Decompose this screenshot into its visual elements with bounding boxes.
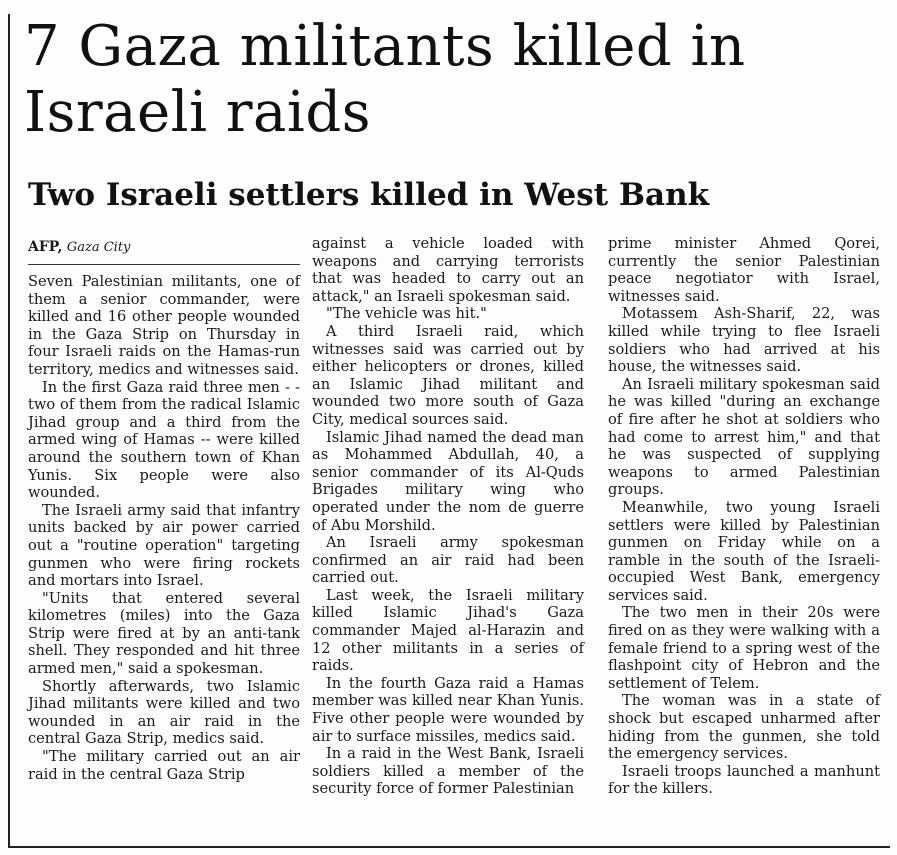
paragraph: prime minister Ahmed Qorei, currently the senior Palestinian peace negotiator with Israel, witnesses said. xyxy=(608,235,880,305)
paragraph: A third Israeli raid, which witnesses said was carried out by either helicopters or drones, killed an Islamic Jihad militant and wounded two more south of Gaza City, medical sources said. xyxy=(312,322,584,428)
paragraph: An Israeli army spokesman confirmed an air raid had been carried out. xyxy=(312,534,584,587)
paragraph: Israeli troops launched a manhunt for the killers. xyxy=(608,762,880,798)
paragraph: "The vehicle was hit." xyxy=(326,305,487,323)
paragraph: An Israeli military spokesman said he was killed "during an exchange of fire after he shot at soldiers who had come to arrest him," and that he was suspected of supplying weapons to armed Palestinian groups. xyxy=(608,375,880,499)
byline-agency: AFP, xyxy=(28,239,63,255)
article-column-3 xyxy=(608,235,880,798)
paragraph: "Units that entered several kilometres (miles) into the Gaza Strip were fired at by an anti-tank shell. They responded and hit three armed men," said a spokesman. xyxy=(28,589,300,678)
paragraph: In a raid in the West Bank, Israeli soldiers killed a member of the security force of former Palestinian xyxy=(312,745,584,798)
paragraph: The two men in their 20s were fired on as they were walking with a female friend to a spring west of the flashpoint city of Hebron and the settlement of Telem. xyxy=(608,604,880,692)
paragraph: Islamic Jihad named the dead man as Mohammed Abdullah, 40, a senior commander of its Al-Quds Brigades military wing who operated under the nom de guerre of Abu Morshild. xyxy=(312,428,584,534)
paragraph: "The military carried out an air raid in the central Gaza Strip xyxy=(28,748,300,783)
paragraph: Motassem Ash-Sharif, 22, was killed while trying to flee Israeli soldiers who had arrived at his house, the witnesses said. xyxy=(608,305,880,376)
paragraph: Last week, the Israeli military killed Islamic Jihad's Gaza commander Majed al-Harazin and 12 other militants in a series of raids. xyxy=(312,586,584,675)
byline xyxy=(28,238,308,257)
byline-rule xyxy=(28,264,300,265)
bottom-rule xyxy=(8,846,890,848)
article-column-2 xyxy=(312,235,584,798)
left-column-rule xyxy=(8,14,10,846)
article-column-1 xyxy=(28,273,300,783)
paragraph: Shortly afterwards, two Islamic Jihad militants were killed and two wounded in an air raid in the central Gaza Strip, medics said. xyxy=(28,677,300,748)
paragraph: The Israeli army said that infantry units backed by air power carried out a "routine operation" targeting gunmen who were firing rockets and mortars into Israel. xyxy=(28,501,300,590)
paragraph: Seven Palestinian militants, one of them a senior commander, were killed and 16 other people wounded in the Gaza Strip on Thursday in four Israeli raids on the Hamas-run territory, medics and witnesses said. xyxy=(28,273,300,378)
paragraph: In the first Gaza raid three men - - two of them from the radical Islamic Jihad group and a third from the armed wing of Hamas -- were killed around the southern town of Khan Yunis. Six people were also wounded. xyxy=(28,378,300,502)
subheadline: Two Israeli settlers killed in West Bank xyxy=(28,177,710,213)
paragraph: Meanwhile, two young Israeli settlers were killed by Palestinian gunmen on Friday while on a ramble in the south of the Israeli-occupied West Bank, emergency services said. xyxy=(608,498,880,604)
byline-place: Gaza City xyxy=(66,240,131,255)
headline: 7 Gaza militants killed in Israeli raids xyxy=(24,14,746,145)
paragraph: The woman was in a state of shock but escaped unharmed after hiding from the gunmen, she told the emergency services. xyxy=(608,692,880,763)
paragraph: In the fourth Gaza raid a Hamas member was killed near Khan Yunis. Five other people were wounded by air to surface missiles, medics said. xyxy=(312,674,584,745)
paragraph: against a vehicle loaded with weapons and carrying terrorists that was headed to carry out an attack," an Israeli spokesman said. xyxy=(312,235,584,305)
